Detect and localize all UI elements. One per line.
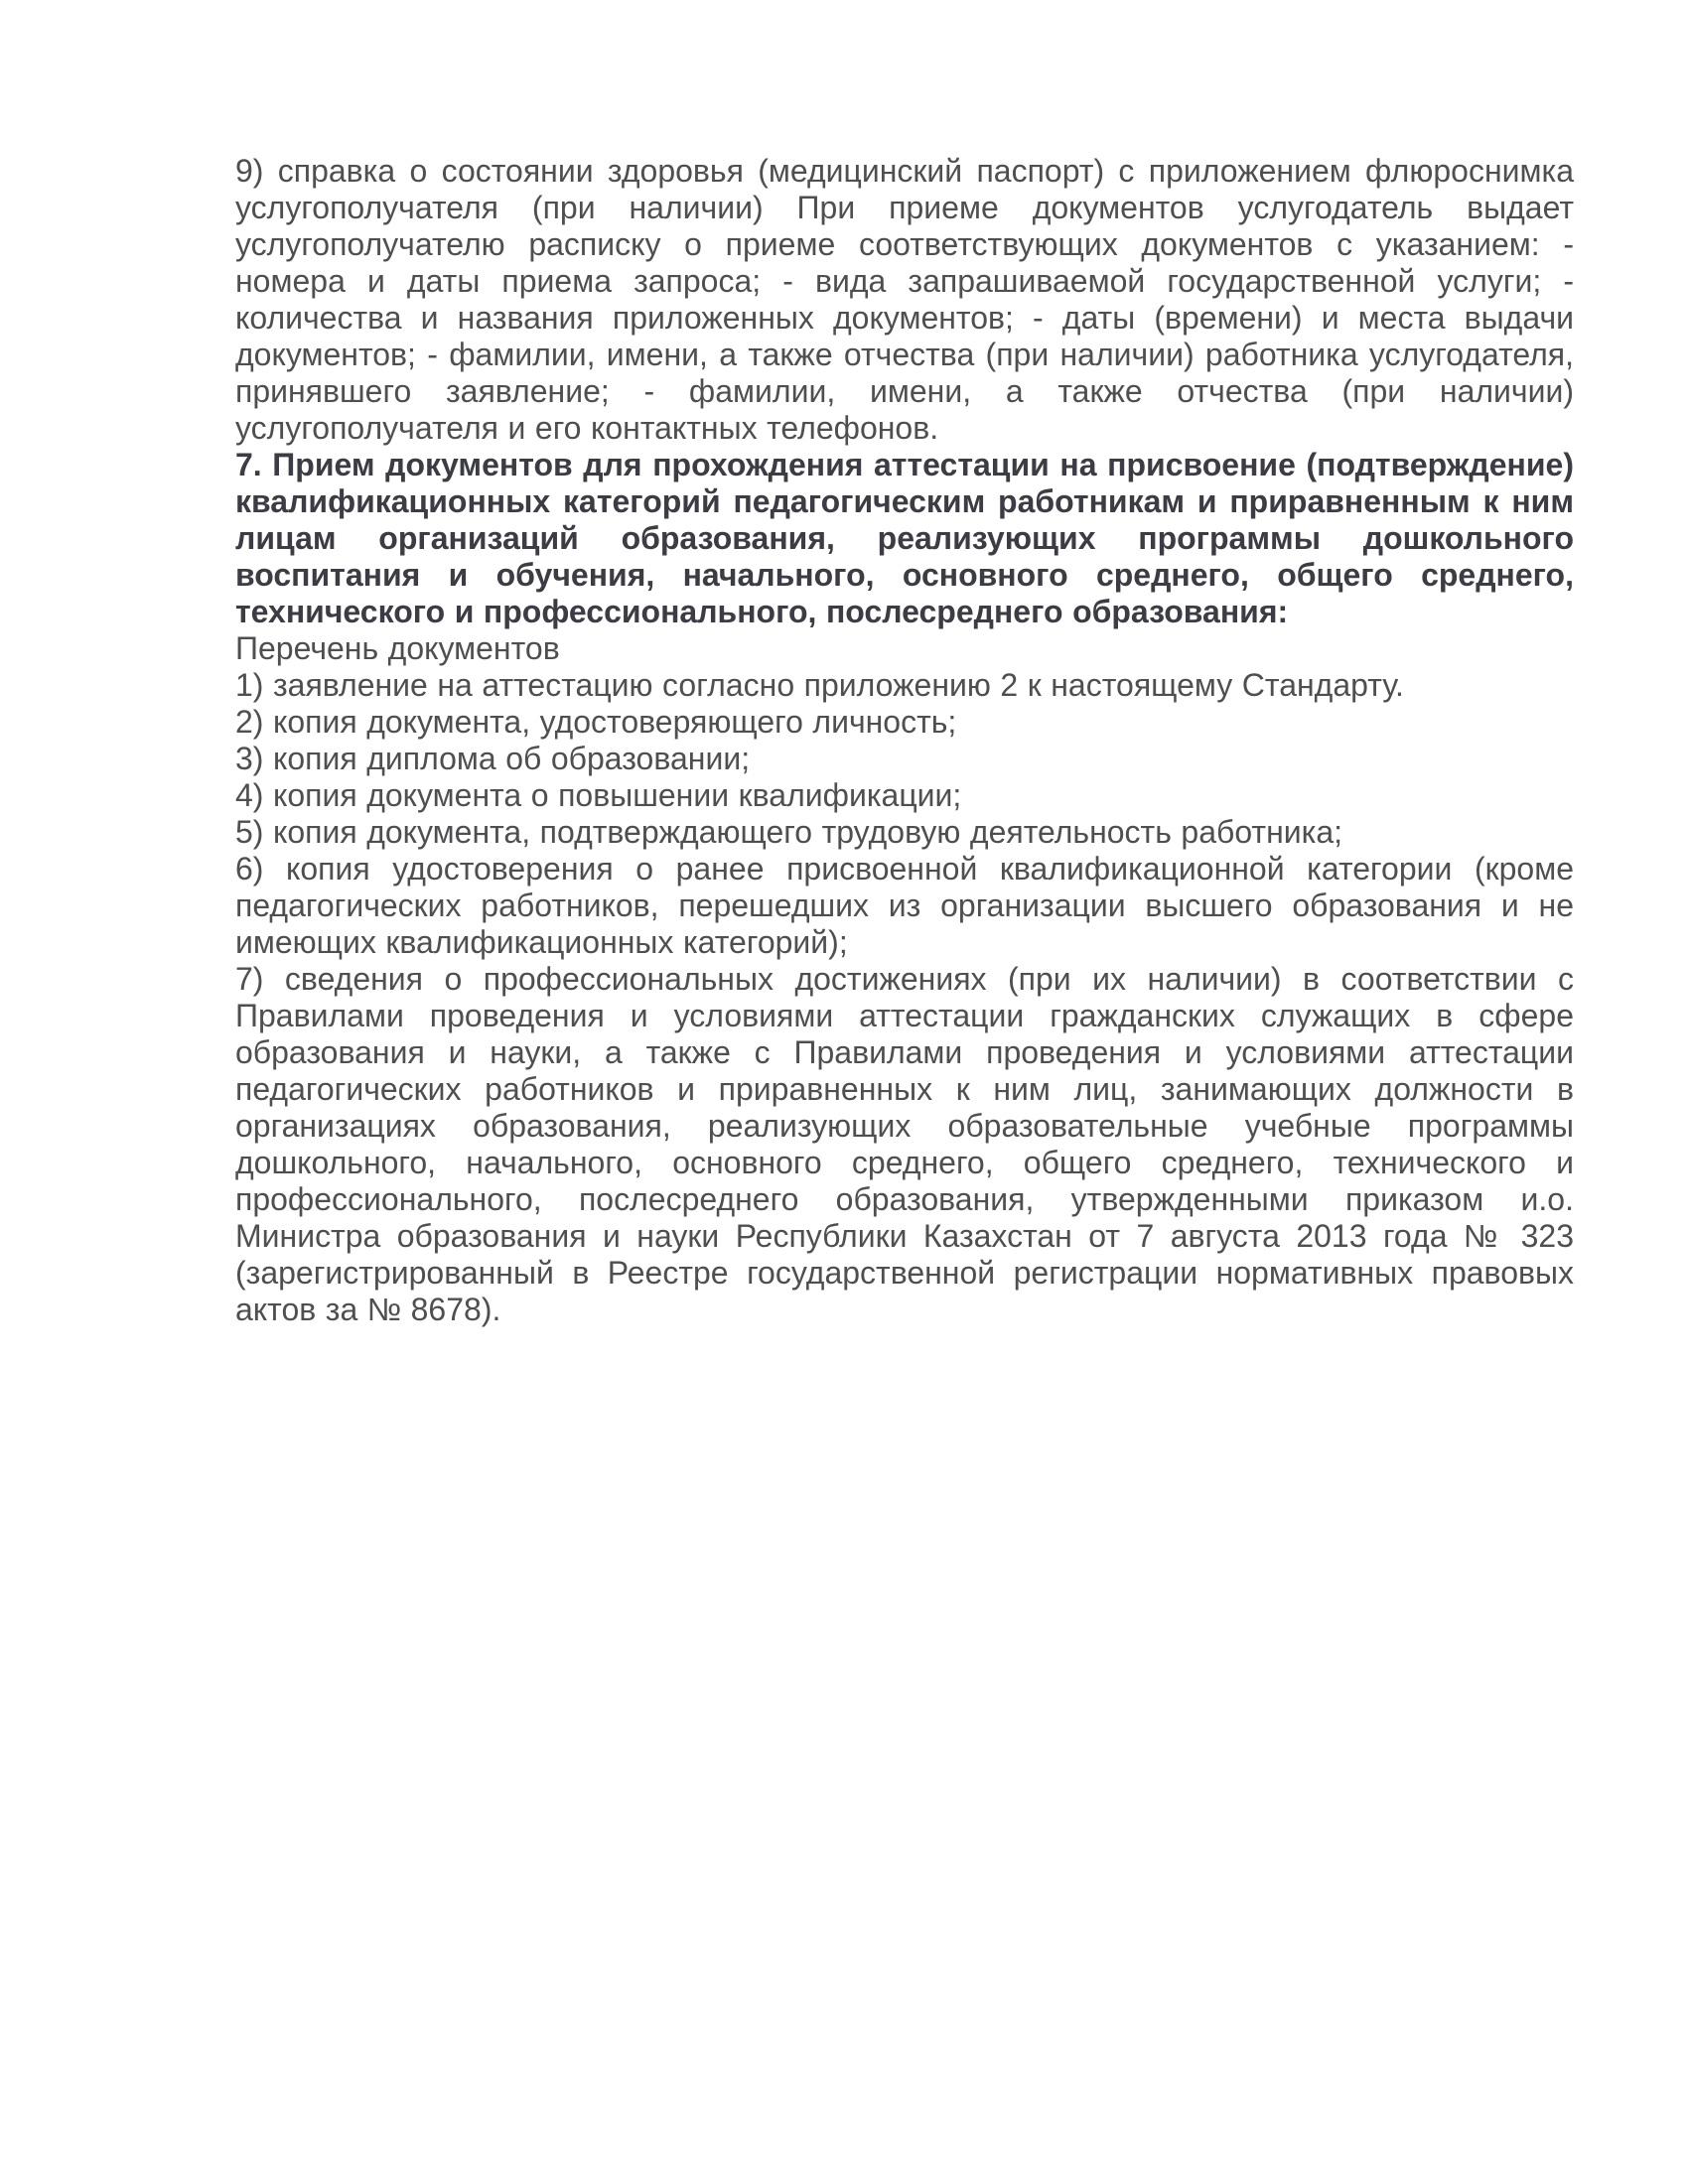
paragraph-8: 5) копия документа, подтверждающего трудовую деятельность работника; [235,814,1343,850]
document-body [235,153,1574,1328]
paragraph-9: 6) копия удостоверения о ранее присвоенной квалификационной категории (кроме педагогических работников, перешедших из организации высшего образования и не имеющих квалификационных категорий); [235,851,1574,960]
paragraph-4: 1) заявление на аттестацию согласно приложению 2 к настоящему Стандарту. [235,667,1404,703]
paragraph-1: 9) справка о состоянии здоровья (медицинский паспорт) с приложением флюроснимка услугополучателя (при наличии) При приеме документов услугодатель выдает услугополучателю расписку о приеме соответствующих документов с указанием: - номера и даты приема запроса; - вида запрашиваемой государственной услуги; - количества и названия приложенных документов; - даты (времени) и места выдачи документов; - фамилии, имени, а также отчества (при наличии) работника услугодателя, принявшего заявление; - фамилии, имени, а также отчества (при наличии) услугополучателя и его контактных телефонов. [235,153,1574,446]
paragraph-7: 4) копия документа о повышении квалификации; [235,777,962,813]
paragraph-3: Перечень документов [235,630,560,666]
paragraph-2: 7. Прием документов для прохождения аттестации на присвоение (подтверждение) квалификационных категорий педагогическим работникам и приравненным к ним лицам организаций образования, реализующих программы дошкольного воспитания и обучения, начального, основного среднего, общего среднего, технического и профессионального, послесреднего образования: [235,447,1574,629]
paragraph-10: 7) сведения о профессиональных достижениях (при их наличии) в соответствии с Правилами проведения и условиями аттестации гражданских служащих в сфере образования и науки, а также с Правилами проведения и условиями аттестации педагогических работников и приравненных к ним лиц, занимающих должности в организациях образования, реализующих образовательные учебные программы дошкольного, начального, основного среднего, общего среднего, технического и профессионального, послесреднего образования, утвержденными приказом и.о. Министра образования и науки Республики Казахстан от 7 августа 2013 года № 323 (зарегистрированный в Реестре государственной регистрации нормативных правовых актов за № 8678). [235,961,1574,1327]
paragraph-6: 3) копия диплома об образовании; [235,741,751,776]
paragraph-5: 2) копия документа, удостоверяющего личность; [235,704,957,740]
